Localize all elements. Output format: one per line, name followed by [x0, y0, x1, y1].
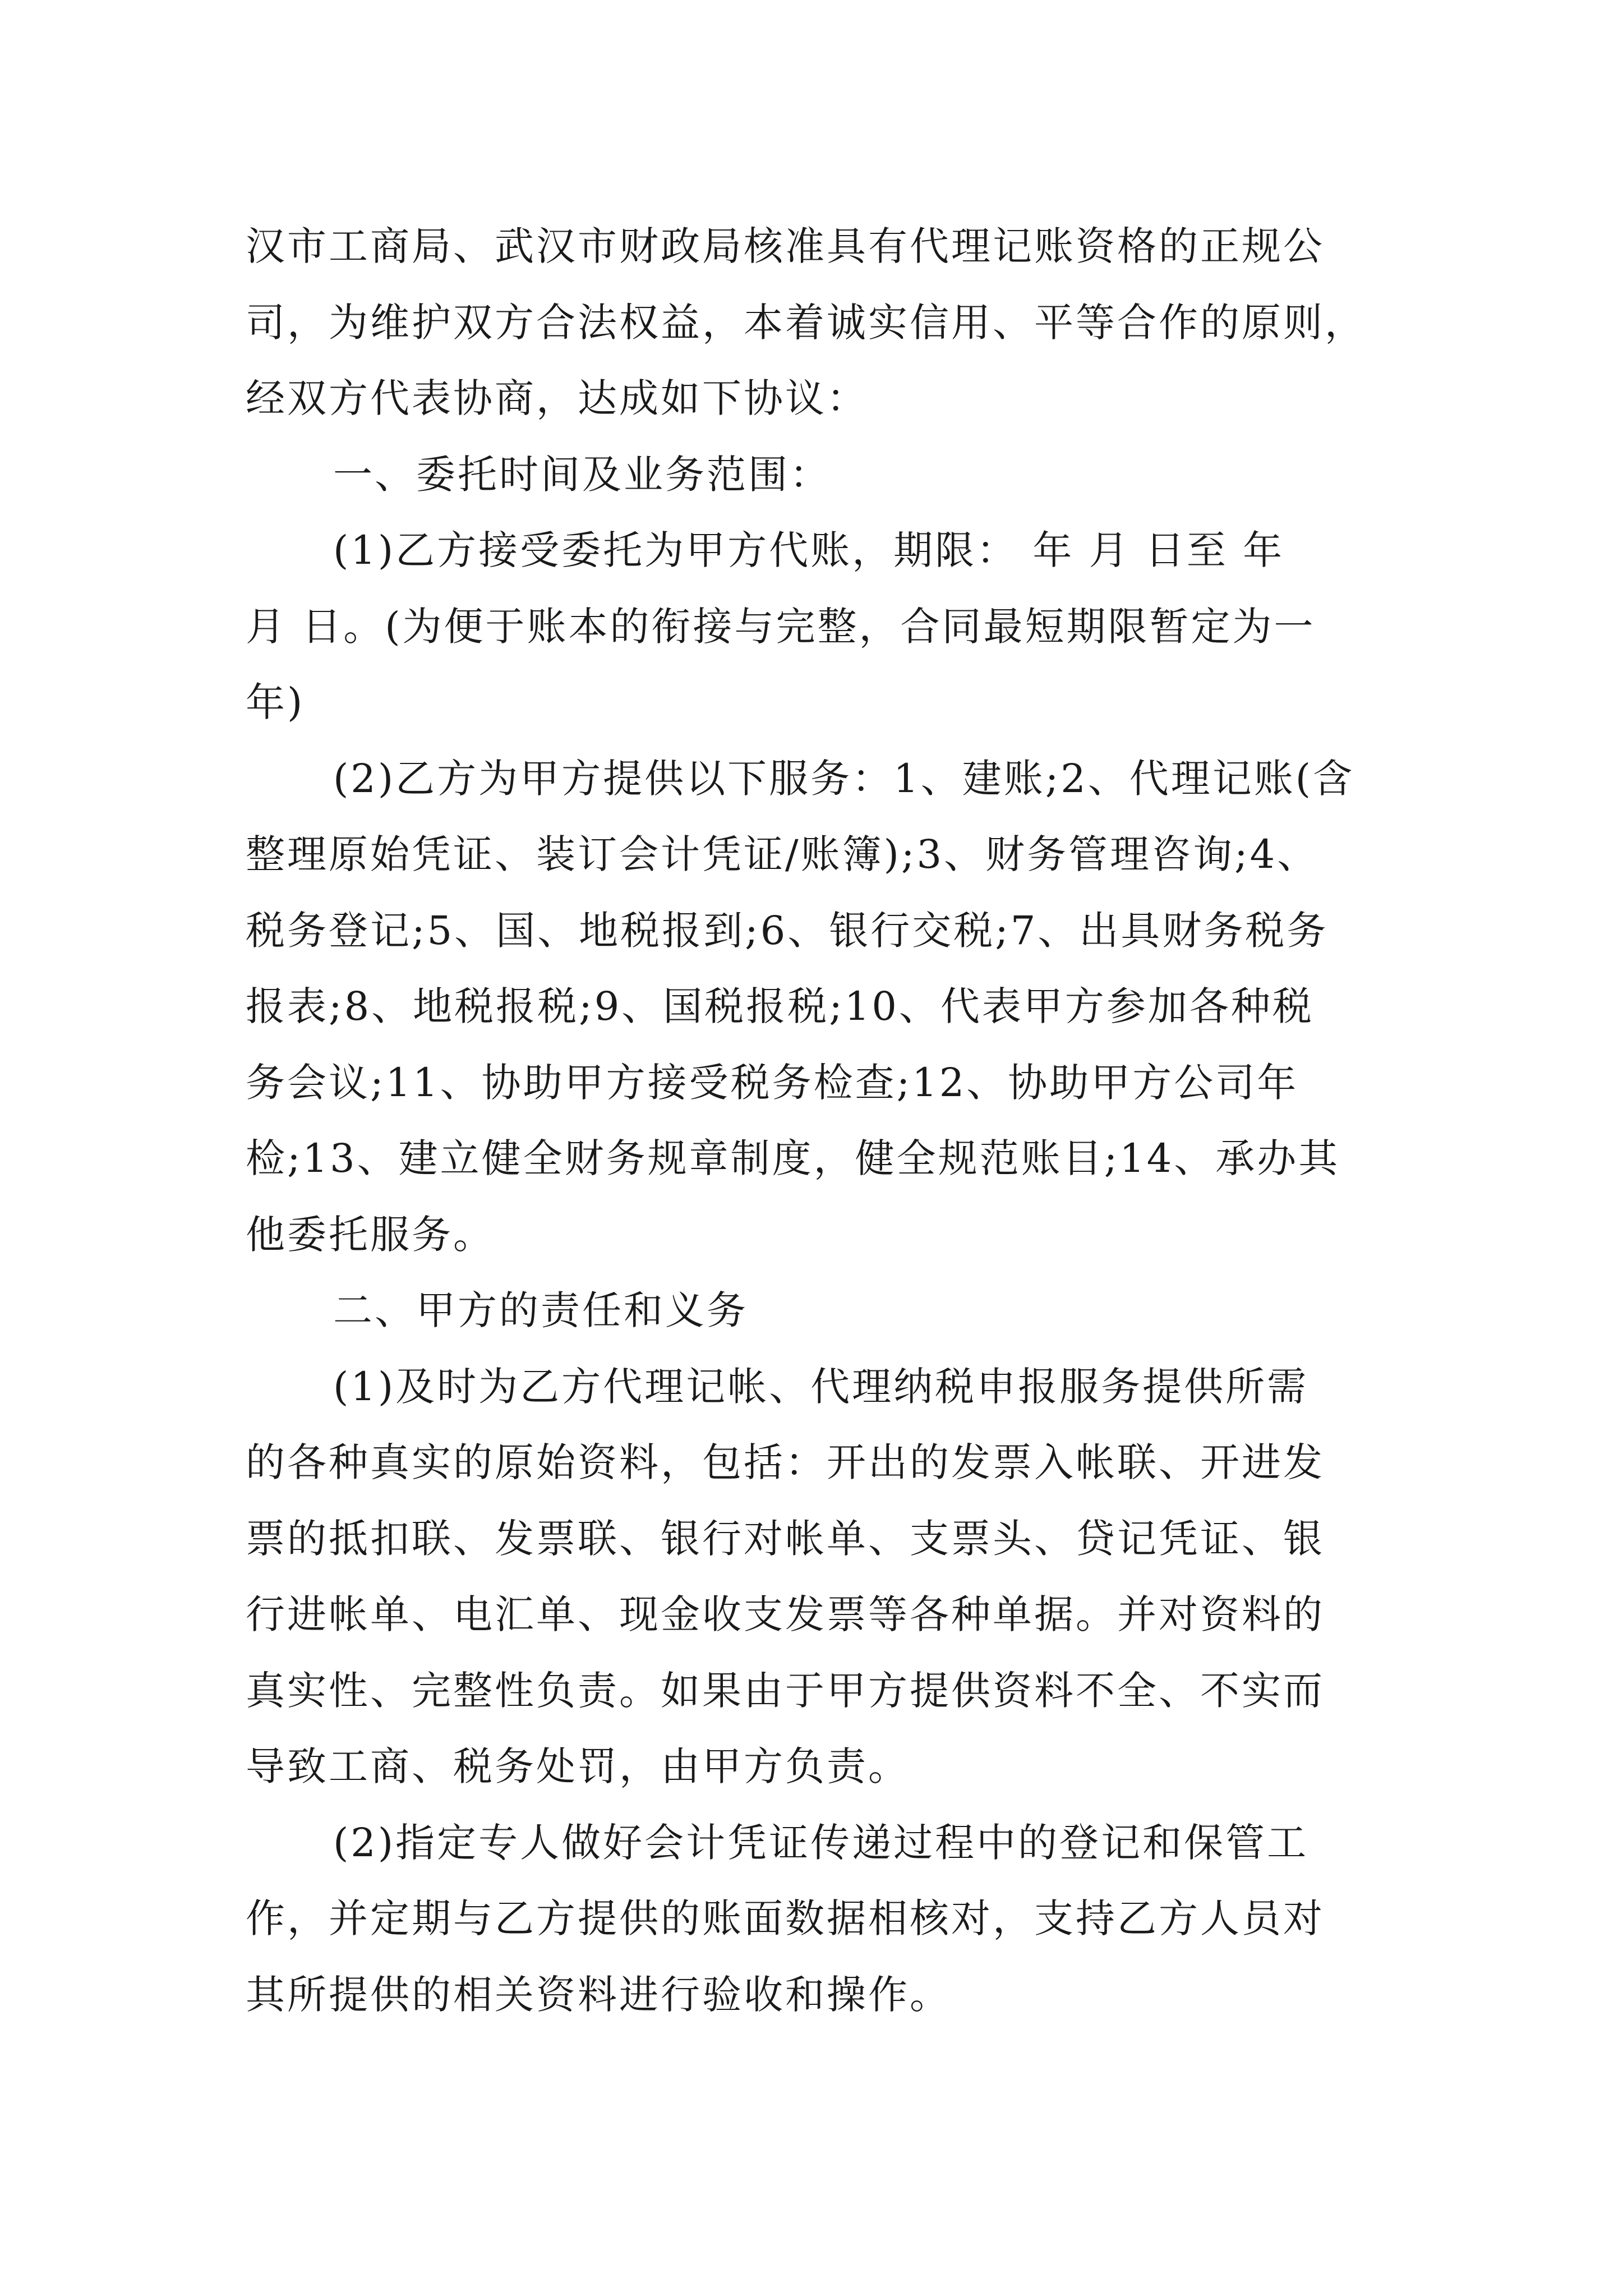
- text-line: 真实性、完整性负责。如果由于甲方提供资料不全、不实而: [246, 1667, 1325, 1714]
- text-line: 整理原始凭证、装订会计凭证/账簿);3、财务管理咨询;4、: [246, 831, 1319, 877]
- text-line: 检;13、建立健全财务规章制度，健全规范账目;14、承办其: [246, 1135, 1340, 1181]
- text-line: (1)及时为乙方代理记帐、代理纳税申报服务提供所需: [333, 1363, 1309, 1410]
- text-line: 一、委托时间及业务范围：: [333, 451, 831, 498]
- text-line: 二、甲方的责任和义务: [333, 1287, 748, 1333]
- text-line: 其所提供的相关资料进行验收和操作。: [246, 1971, 951, 2018]
- text-line: 他委托服务。: [246, 1211, 495, 1258]
- document-body: [246, 209, 1384, 2033]
- text-line: (2)乙方为甲方提供以下服务：1、建账;2、代理记账(含: [333, 755, 1355, 802]
- text-line: 行进帐单、电汇单、现金收支发票等各种单据。并对资料的: [246, 1591, 1325, 1637]
- text-line: 票的抵扣联、发票联、银行对帐单、支票头、贷记凭证、银: [246, 1515, 1325, 1562]
- text-line: 税务登记;5、国、地税报到;6、银行交税;7、出具财务税务: [246, 907, 1329, 954]
- text-line: 经双方代表协商，达成如下协议：: [246, 375, 868, 421]
- text-line: 年): [246, 679, 305, 725]
- text-line: 报表;8、地税报税;9、国税报税;10、代表甲方参加各种税: [246, 983, 1314, 1029]
- text-line: 司，为维护双方合法权益，本着诚实信用、平等合作的原则，: [246, 299, 1366, 346]
- text-line: 务会议;11、协助甲方接受税务检查;12、协助甲方公司年: [246, 1059, 1299, 1106]
- text-line: (1)乙方接受委托为甲方代账，期限： 年 月 日至 年: [333, 527, 1285, 573]
- text-line: 导致工商、税务处罚，由甲方负责。: [246, 1743, 910, 1789]
- text-line: (2)指定专人做好会计凭证传递过程中的登记和保管工: [333, 1819, 1309, 1866]
- text-line: 作，并定期与乙方提供的账面数据相核对，支持乙方人员对: [246, 1895, 1325, 1941]
- text-line: 汉市工商局、武汉市财政局核准具有代理记账资格的正规公: [246, 223, 1325, 269]
- text-line: 月 日。(为便于账本的衔接与完整，合同最短期限暂定为一: [246, 603, 1316, 650]
- text-line: 的各种真实的原始资料，包括：开出的发票入帐联、开进发: [246, 1439, 1325, 1485]
